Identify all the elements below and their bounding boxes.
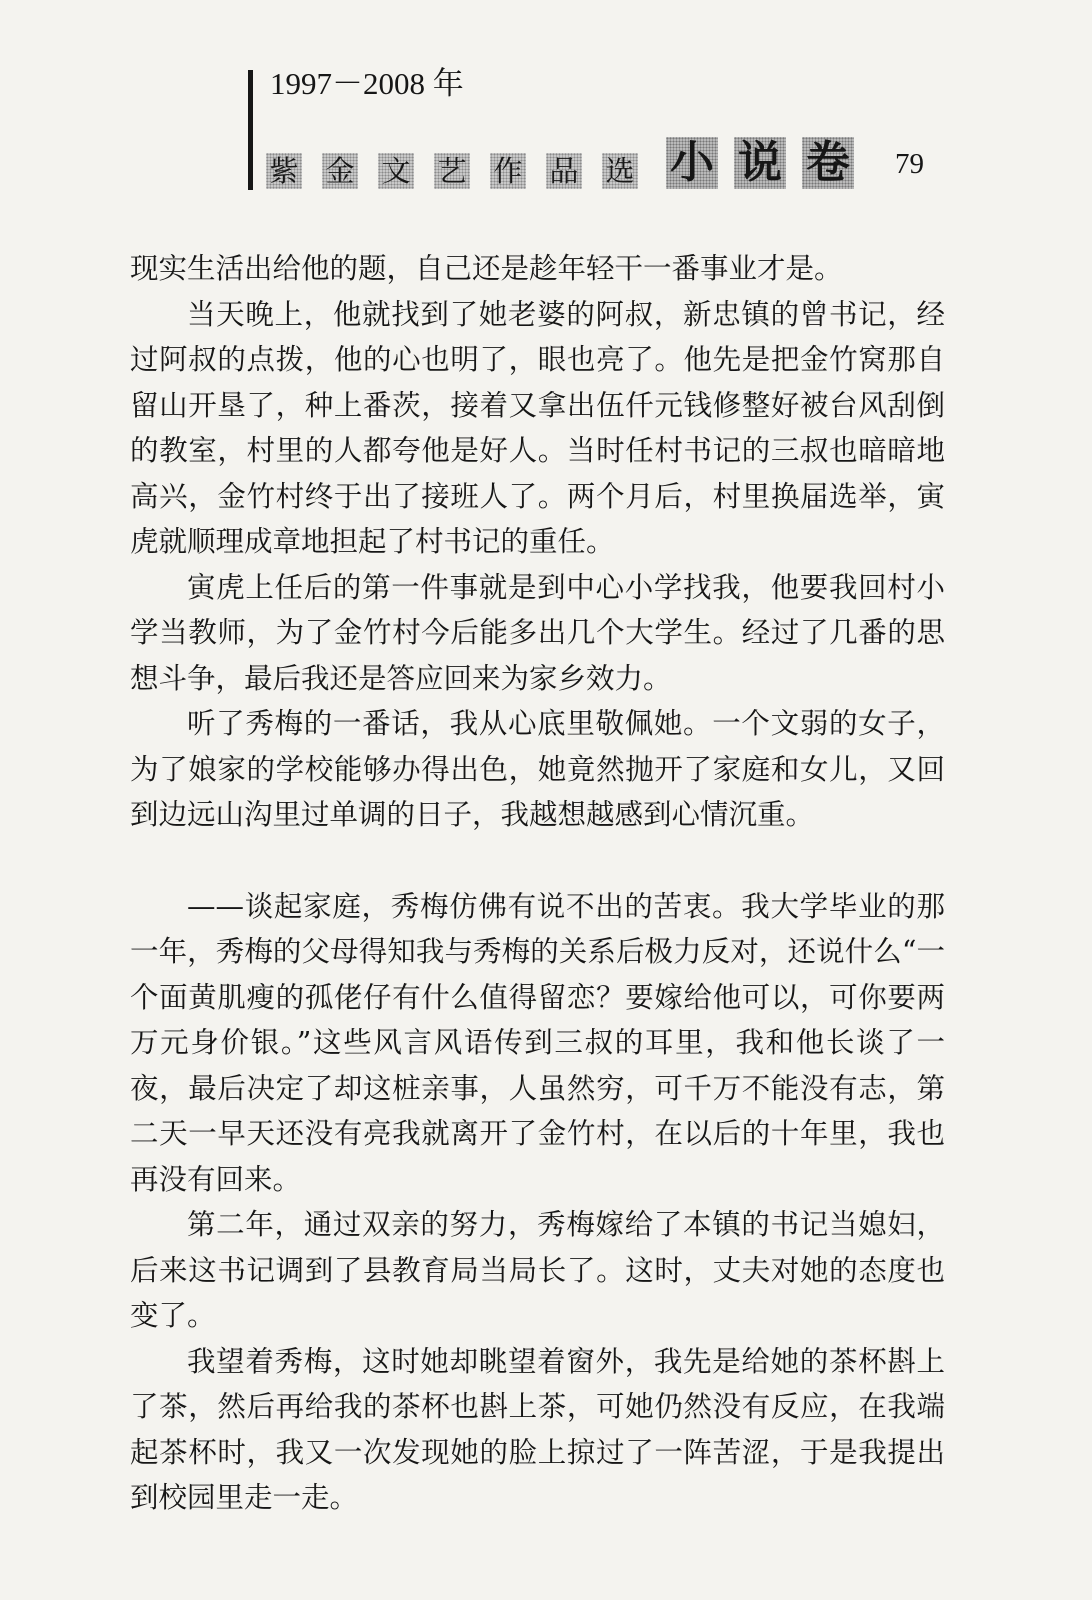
paragraph: 我望着秀梅，这时她却眺望着窗外，我先是给她的茶杯斟上了茶，然后再给我的茶杯也斟上茶，可她仍然没有反应，在我端起茶杯时，我又一次发现她的脸上掠过了一阵苦涩，于是我提出到校园里走一走。 [130, 1344, 945, 1514]
header-vertical-rule [248, 70, 253, 190]
volume-title-char: 小 [666, 137, 718, 189]
body-text [130, 246, 945, 1521]
header-years: 1997－2008 年 [270, 66, 464, 101]
volume-title-char: 卷 [802, 137, 854, 189]
series-title-char: 金 [322, 153, 358, 189]
series-title-char: 文 [378, 153, 414, 189]
paragraph: 当天晚上，他就找到了她老婆的阿叔，新忠镇的曾书记，经过阿叔的点拨，他的心也明了，眼也亮了。他先是把金竹窝那自留山开垦了，种上番茨，接着又拿出伍仟元钱修整好被台风刮倒的教室，村里的人都夸他是好人。当时任村书记的三叔也暗暗地高兴，金竹村终于出了接班人了。两个月后，村里换届选举，寅虎就顺理成章地担起了村书记的重任。 [130, 297, 945, 558]
paragraph: ——谈起家庭，秀梅仿佛有说不出的苦衷。我大学毕业的那一年，秀梅的父母得知我与秀梅的关系后极力反对，还说什么“一个面黄肌瘦的孤佬仔有什么值得留恋？要嫁给他可以，可你要两万元身价银。”这些风言风语传到三叔的耳里，我和他长谈了一夜，最后决定了却这桩亲事，人虽然穷，可千万不能没有志，第二天一早天还没有亮我就离开了金竹村，在以后的十年里，我也再没有回来。 [130, 889, 945, 1196]
series-title-char: 作 [490, 153, 526, 189]
paragraph: 第二年，通过双亲的努力，秀梅嫁给了本镇的书记当媳妇，后来这书记调到了县教育局当局长了。这时，丈夫对她的态度也变了。 [130, 1208, 945, 1332]
paragraph: 听了秀梅的一番话，我从心底里敬佩她。一个文弱的女子，为了娘家的学校能够办得出色，她竟然抛开了家庭和女儿，又回到边远山沟里过单调的日子，我越想越感到心情沉重。 [130, 707, 945, 831]
page-number: 79 [895, 148, 924, 180]
series-title-char: 艺 [434, 153, 470, 189]
series-title-char: 紫 [266, 153, 302, 189]
paragraph: 寅虎上任后的第一件事就是到中心小学找我，他要我回村小学当教师，为了金竹村今后能多出几个大学生。经过了几番的思想斗争，最后我还是答应回来为家乡效力。 [130, 570, 945, 695]
paragraph: 现实生活出给他的题，自己还是趁年轻干一番事业才是。 [130, 252, 843, 285]
volume-title-char: 说 [734, 137, 786, 189]
series-title [266, 137, 862, 189]
series-title-char: 品 [546, 153, 582, 189]
series-title-char: 选 [602, 153, 638, 189]
